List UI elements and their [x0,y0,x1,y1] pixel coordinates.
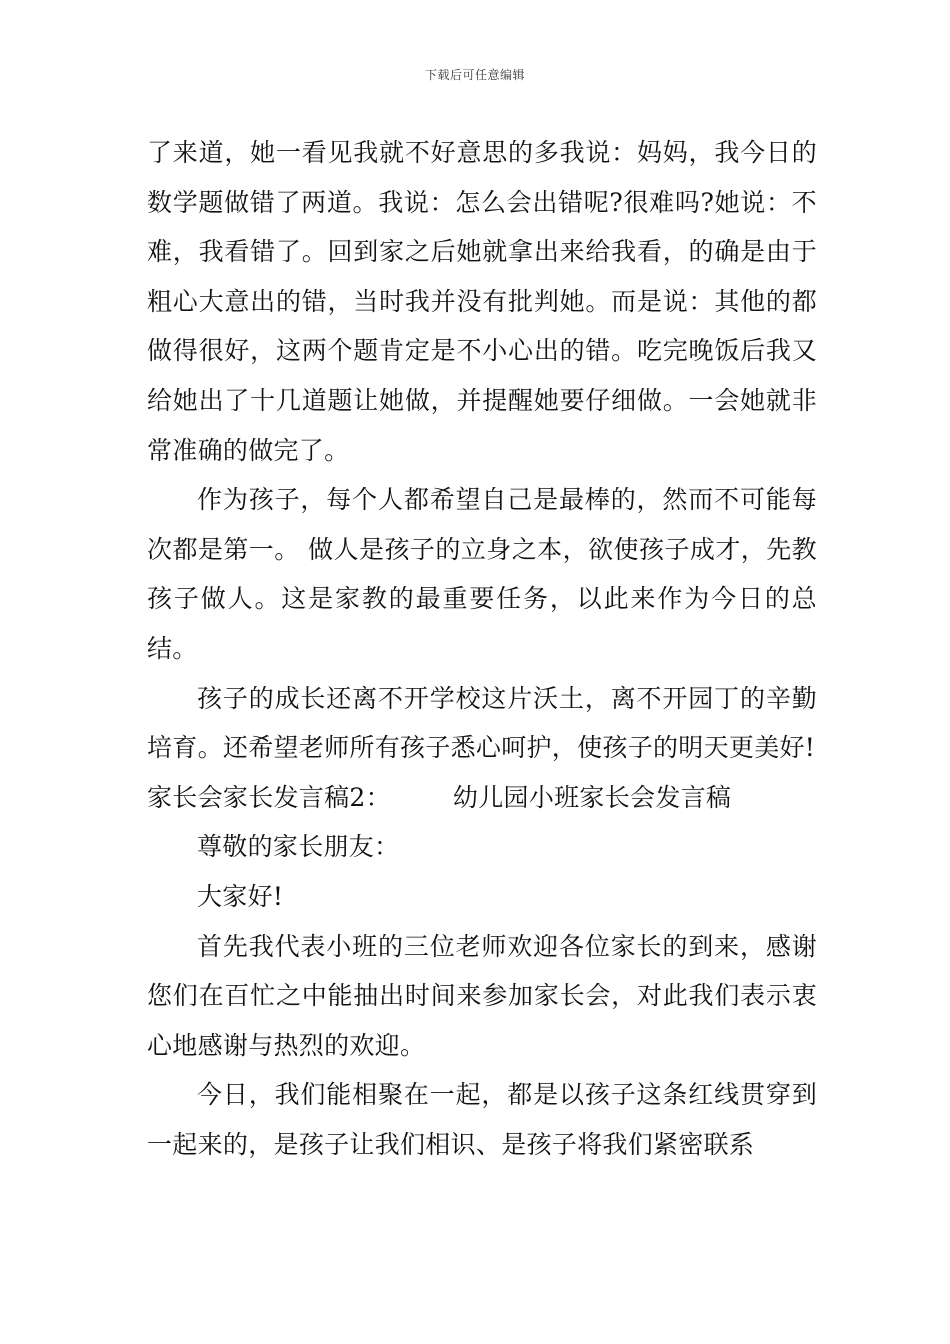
section-heading-label: 家长会家长发言稿2： [147,782,391,812]
paragraph-5: 今日，我们能相聚在一起，都是以孩子这条红线贯穿到一起来的，是孩子让我们相识、是孩子将我们紧密联系 [147,1080,817,1159]
paragraph-2: 作为孩子，每个人都希望自己是最棒的，然而不可能每次都是第一。 做人是孩子的立身之本，欲使孩子成才，先教孩子做人。这是家教的最重要任务，以此来作为今日的总结。 [147,485,817,663]
salutation: 尊敬的家长朋友： [197,832,400,862]
paragraph-1: 了来道，她一看见我就不好意思的多我说：妈妈，我今日的数学题做错了两道。我说：怎么会出错呢?很难吗?她说：不难，我看错了。回到家之后她就拿出来给我看，的确是由于粗心大意出的错，当时我并没有批判她。而是说：其他的都做得很好，这两个题肯定是不小心出的错。吃完晚饭后我又给她出了十几道题让她做，并提醒她要仔细做。一会她就非常准确的做完了。 [147,138,817,465]
page-header-note: 下载后可任意编辑 [424,68,525,82]
paragraph-4: 首先我代表小班的三位老师欢迎各位家长的到来，感谢您们在百忙之中能抽出时间来参加家长会，对此我们表示衷心地感谢与热烈的欢迎。 [147,931,817,1060]
section-heading [147,773,817,823]
document-body [147,128,817,1169]
paragraph-3: 孩子的成长还离不开学校这片沃土，离不开园丁的辛勤培育。还希望老师所有孩子悉心呵护，使孩子的明天更美好! [147,683,817,763]
greeting: 大家好! [197,881,284,911]
section-heading-title: 幼儿园小班家长会发言稿 [452,782,732,812]
